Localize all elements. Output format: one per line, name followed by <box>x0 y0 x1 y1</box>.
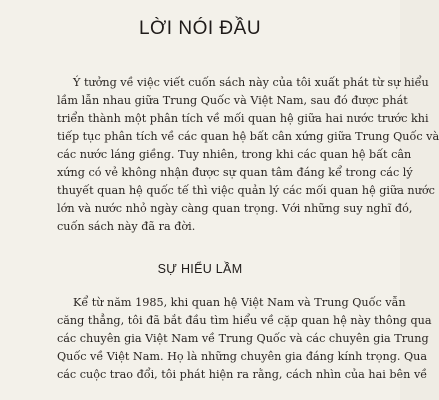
paragraph-line: tiếp tục phân tích về các quan hệ bất cân xứng giữa Trung Quốc và <box>57 130 439 143</box>
paragraph-line: lầm lẫn nhau giữa Trung Quốc và Việt Nam, sau đó được phát <box>57 94 408 107</box>
chapter-title: LỜI NÓI ĐẦU <box>138 18 262 39</box>
paragraph-line: thuyết quan hệ quốc tế thì việc quản lý các mối quan hệ giữa nước <box>57 184 435 197</box>
paragraph-line: căng thẳng, tôi đã bắt đầu tìm hiểu về cặp quan hệ này thông qua <box>57 314 432 327</box>
paragraph-line: xứng có vẻ không nhận được sự quan tâm đáng kể trong các lý <box>57 166 413 179</box>
paragraph-line: triển thành một phân tích về mối quan hệ giữa hai nước trước khi <box>57 112 429 125</box>
paragraph-line: Quốc về Việt Nam. Họ là những chuyên gia đáng kính trọng. Qua <box>57 350 428 363</box>
paragraph-line: các cuộc trao đổi, tôi phát hiện ra rằng, cách nhìn của hai bên về <box>57 368 428 381</box>
paragraph-line: Kể từ năm 1985, khi quan hệ Việt Nam và Trung Quốc vẫn <box>73 296 406 309</box>
paragraph-line: các nước láng giềng. Tuy nhiên, trong khi các quan hệ bất cân <box>57 148 412 161</box>
paragraph-misunderstanding <box>57 294 432 384</box>
paragraph-intro <box>57 74 439 236</box>
paragraph-line: lớn và nước nhỏ ngày càng quan trọng. Với những suy nghĩ đó, <box>57 202 413 215</box>
paragraph-line: cuốn sách này đã ra đời. <box>57 220 196 233</box>
section-title: SỰ HIỂU LẦM <box>157 262 243 276</box>
paragraph-line: Ý tưởng về việc viết cuốn sách này của tôi xuất phát từ sự hiểu <box>73 76 429 89</box>
paragraph-line: các chuyên gia Việt Nam về Trung Quốc và các chuyên gia Trung <box>57 332 429 345</box>
